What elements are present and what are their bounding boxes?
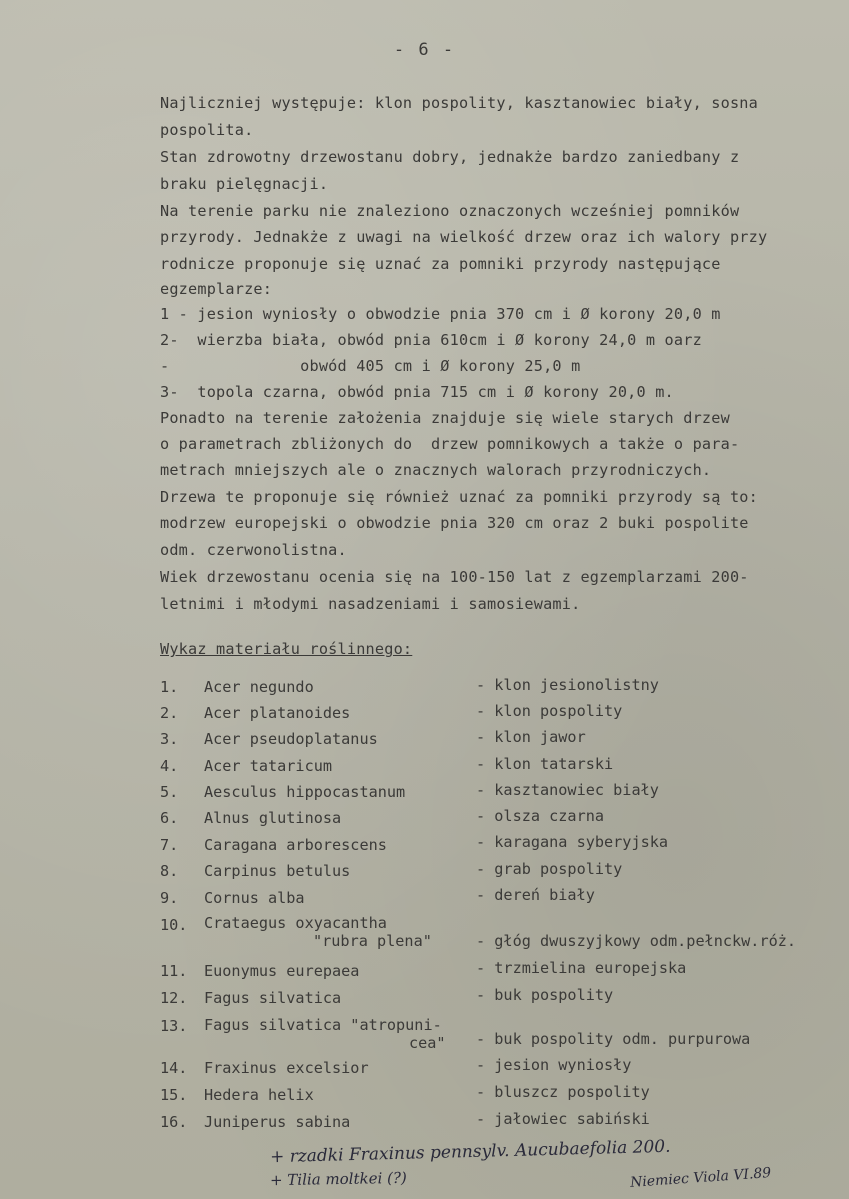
species-latin-name: Crataegus oxyacantha [204, 914, 387, 932]
body-line: braku pielęgnacji. [160, 175, 329, 193]
species-latin-name: Hedera helix [204, 1086, 314, 1104]
species-polish-name: - klon jawor [476, 728, 586, 746]
body-line: przyrody. Jednakże z uwagi na wielkość drzew oraz ich walory przy [160, 228, 768, 246]
species-latin-name-continued: "rubra plena" [313, 932, 432, 950]
species-number: 15. [160, 1086, 188, 1104]
body-line: 2- wierzba biała, obwód pnia 610cm i Ø korony 24,0 m oarz [160, 331, 702, 349]
handwritten-signature: Niemiec Viola VI.89 [629, 1165, 772, 1191]
species-polish-name: - karagana syberyjska [476, 833, 669, 851]
species-number: 1. [160, 678, 179, 696]
species-polish-name: - klon tatarski [476, 755, 614, 773]
species-latin-name: Cornus alba [204, 889, 305, 907]
species-number: 4. [160, 757, 179, 775]
species-number: 6. [160, 809, 179, 827]
body-line: - obwód 405 cm i Ø korony 25,0 m [160, 357, 581, 375]
species-number: 9. [160, 889, 179, 907]
species-polish-name: - bluszcz pospolity [476, 1083, 650, 1101]
body-line: letnimi i młodymi nasadzeniami i samosiewami. [160, 595, 581, 613]
species-polish-name: - buk pospolity odm. purpurowa [476, 1030, 751, 1048]
species-latin-name: Alnus glutinosa [204, 809, 342, 827]
body-line: o parametrach zbliżonych do drzew pomnikowych a także o para- [160, 435, 740, 453]
species-latin-name: Aesculus hippocastanum [204, 783, 406, 801]
species-polish-name: - klon jesionolistny [476, 676, 659, 694]
species-polish-name: - buk pospolity [476, 986, 614, 1004]
body-line: Ponadto na terenie założenia znajduje się wiele starych drzew [160, 409, 730, 427]
body-line: Wiek drzewostanu ocenia się na 100-150 lat z egzemplarzami 200- [160, 568, 749, 586]
species-latin-name: Juniperus sabina [204, 1113, 351, 1131]
species-polish-name: - kasztanowiec biały [476, 781, 659, 799]
species-number: 5. [160, 783, 179, 801]
species-number: 8. [160, 862, 179, 880]
species-number: 14. [160, 1059, 188, 1077]
species-number: 12. [160, 989, 188, 1007]
species-latin-name: Fagus silvatica [204, 989, 342, 1007]
species-number: 11. [160, 962, 188, 980]
body-line: metrach mniejszych ale o znacznych walorach przyrodniczych. [160, 461, 712, 479]
species-polish-name: - olsza czarna [476, 807, 605, 825]
species-number: 13. [160, 1017, 188, 1035]
species-latin-name: Acer platanoides [204, 704, 351, 722]
species-polish-name: - jałowiec sabiński [476, 1110, 650, 1128]
species-latin-name: Fagus silvatica "atropuni- [204, 1016, 442, 1034]
species-polish-name: - grab pospolity [476, 860, 623, 878]
species-number: 7. [160, 836, 179, 854]
handwritten-note: + Tilia moltkei (?) [269, 1168, 407, 1190]
handwritten-note: + rzadki Fraxinus pennsylv. Aucubaefolia 200. [269, 1136, 671, 1168]
species-list-heading: Wykaz materiału roślinnego: [160, 640, 413, 658]
body-line: egzemplarze: [160, 280, 273, 298]
body-line: pospolita. [160, 121, 254, 139]
species-latin-name: Fraxinus excelsior [204, 1059, 369, 1077]
body-line: odm. czerwonolistna. [160, 541, 347, 559]
species-latin-name: Euonymus eurepaea [204, 962, 360, 980]
body-line: 1 - jesion wyniosły o obwodzie pnia 370 cm i Ø korony 20,0 m [160, 305, 721, 323]
species-polish-name: - jesion wyniosły [476, 1056, 632, 1074]
body-line: modrzew europejski o obwodzie pnia 320 cm oraz 2 buki pospolite [160, 514, 749, 532]
species-polish-name: - trzmielina europejska [476, 959, 687, 977]
species-number: 3. [160, 730, 179, 748]
species-polish-name: - klon pospolity [476, 702, 623, 720]
species-latin-name-continued: cea" [409, 1034, 446, 1052]
body-line: 3- topola czarna, obwód pnia 715 cm i Ø korony 20,0 m. [160, 383, 674, 401]
species-number: 16. [160, 1113, 188, 1131]
body-line: rodnicze proponuje się uznać za pomniki przyrody następujące [160, 255, 721, 273]
body-line: Na terenie parku nie znaleziono oznaczonych wcześniej pomników [160, 202, 740, 220]
species-latin-name: Carpinus betulus [204, 862, 351, 880]
page-number: - 6 - [393, 40, 456, 60]
body-line: Najliczniej występuje: klon pospolity, kasztanowiec biały, sosna [160, 94, 758, 112]
body-line: Stan zdrowotny drzewostanu dobry, jednakże bardzo zaniedbany z [160, 148, 740, 166]
species-latin-name: Acer tataricum [204, 757, 333, 775]
species-number: 2. [160, 704, 179, 722]
species-latin-name: Acer negundo [204, 678, 314, 696]
species-polish-name: - dereń biały [476, 886, 595, 904]
species-number: 10. [160, 916, 188, 934]
species-latin-name: Acer pseudoplatanus [204, 730, 378, 748]
species-polish-name: - głóg dwuszyjkowy odm.pełnckw.róż. [476, 932, 797, 950]
species-latin-name: Caragana arborescens [204, 836, 387, 854]
body-line: Drzewa te proponuje się również uznać za pomniki przyrody są to: [160, 488, 758, 506]
